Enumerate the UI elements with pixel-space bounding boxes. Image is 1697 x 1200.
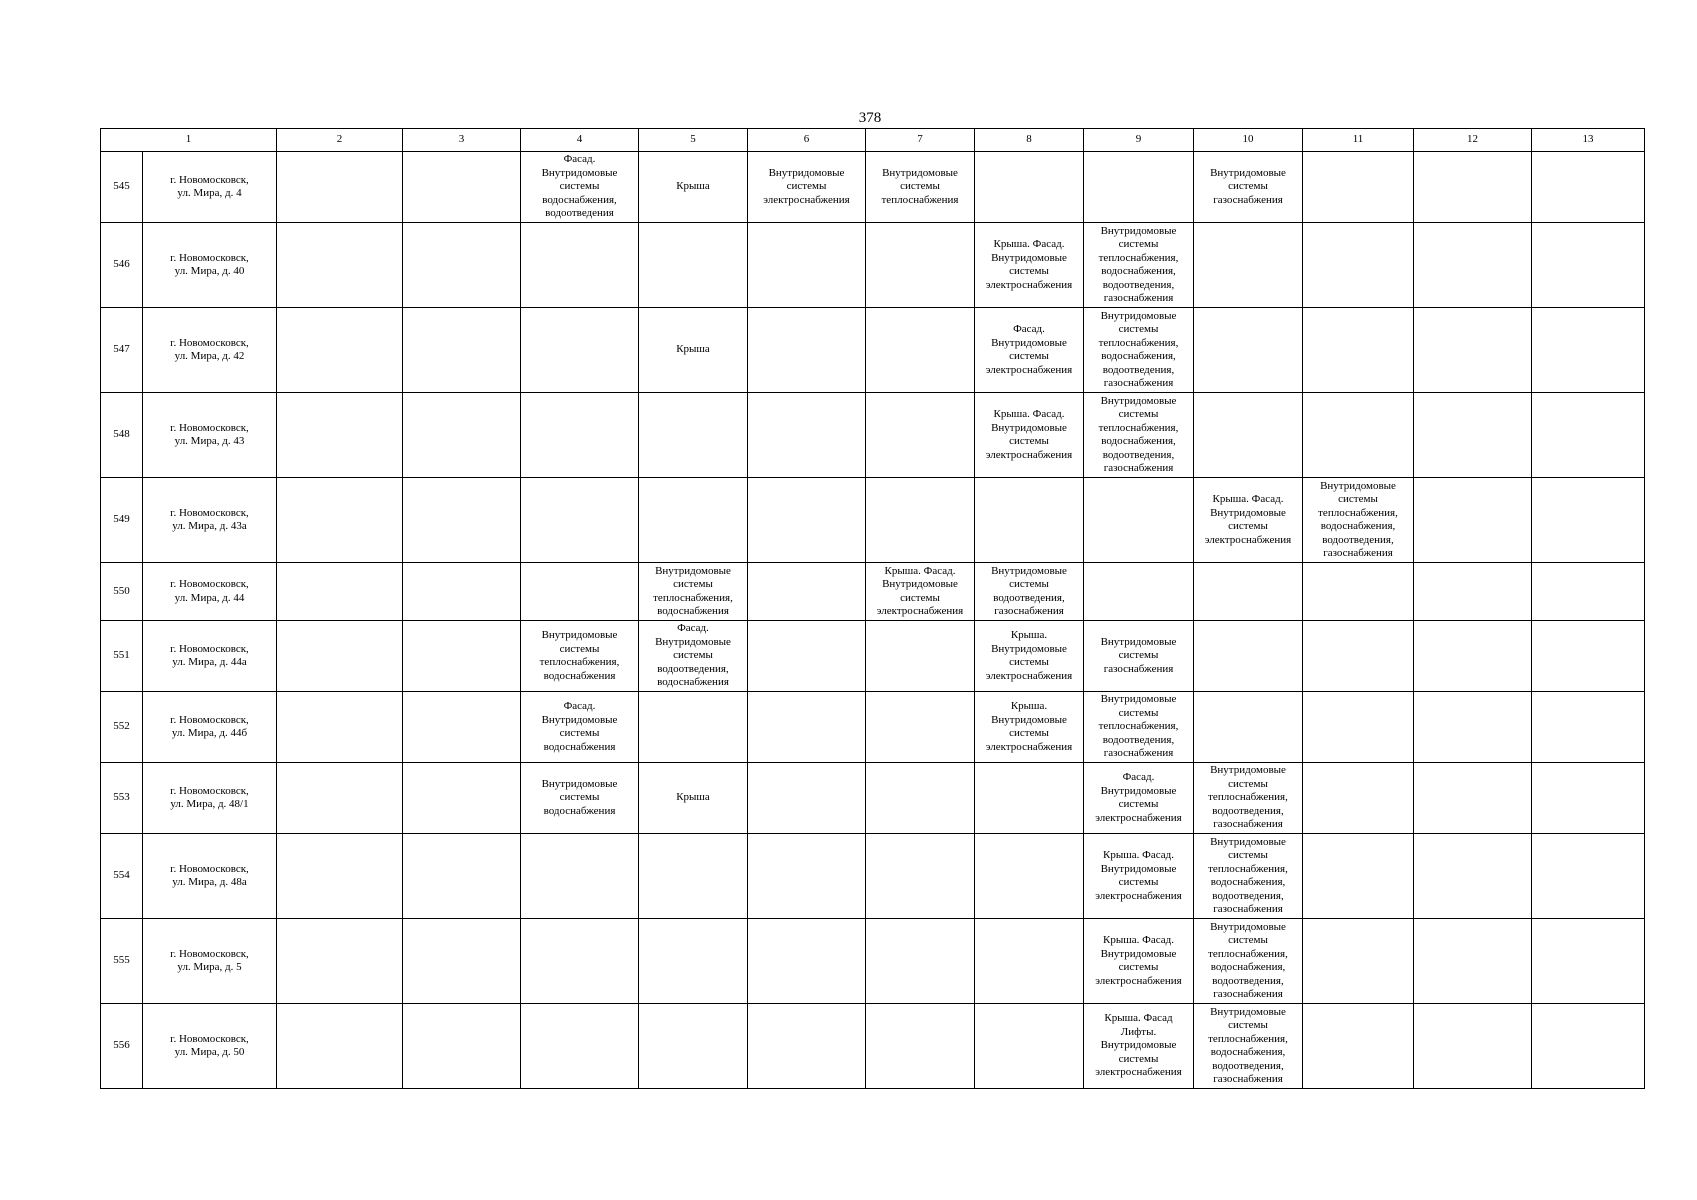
work-cell-col-10: [1194, 621, 1303, 692]
work-cell-col-11: [1303, 1004, 1414, 1089]
work-cell-col-12: [1414, 621, 1532, 692]
work-cell-col-3: [403, 919, 521, 1004]
work-cell-col-4: Внутридомовые системы теплоснабжения, водоснабжения: [521, 621, 639, 692]
work-cell-col-7: Внутридомовые системы теплоснабжения: [866, 152, 975, 223]
column-header: 1: [101, 129, 277, 152]
work-cell-col-6: [748, 223, 866, 308]
work-cell-col-5: [639, 223, 748, 308]
page-number: 378: [858, 110, 882, 126]
work-cell-col-10: [1194, 563, 1303, 621]
row-number: 553: [101, 763, 143, 834]
work-cell-col-10: [1194, 692, 1303, 763]
work-cell-col-13: [1532, 563, 1645, 621]
work-cell-col-2: [277, 478, 403, 563]
work-cell-col-12: [1414, 919, 1532, 1004]
work-cell-col-13: [1532, 834, 1645, 919]
work-cell-col-2: [277, 223, 403, 308]
table-row: [101, 621, 1645, 692]
work-cell-col-6: Внутридомовые системы электроснабжения: [748, 152, 866, 223]
row-number: 547: [101, 308, 143, 393]
work-cell-col-9: Внутридомовые системы газоснабжения: [1084, 621, 1194, 692]
work-cell-col-3: [403, 563, 521, 621]
column-header: 4: [521, 129, 639, 152]
address-cell: г. Новомосковск, ул. Мира, д. 4: [143, 152, 277, 223]
work-cell-col-3: [403, 621, 521, 692]
work-cell-col-6: [748, 834, 866, 919]
work-cell-col-13: [1532, 223, 1645, 308]
work-cell-col-8: [975, 478, 1084, 563]
address-cell: г. Новомосковск, ул. Мира, д. 40: [143, 223, 277, 308]
table-row: [101, 223, 1645, 308]
work-cell-col-3: [403, 223, 521, 308]
work-cell-col-12: [1414, 1004, 1532, 1089]
work-cell-col-12: [1414, 393, 1532, 478]
work-cell-col-9: Внутридомовые системы теплоснабжения, водоснабжения, водоотведения, газоснабжения: [1084, 393, 1194, 478]
work-cell-col-6: [748, 763, 866, 834]
work-cell-col-7: [866, 308, 975, 393]
work-cell-col-5: Крыша: [639, 308, 748, 393]
work-cell-col-3: [403, 692, 521, 763]
work-cell-col-10: [1194, 223, 1303, 308]
work-cell-col-8: [975, 919, 1084, 1004]
work-cell-col-13: [1532, 763, 1645, 834]
column-header: 10: [1194, 129, 1303, 152]
work-cell-col-9: [1084, 563, 1194, 621]
work-cell-col-5: Крыша: [639, 152, 748, 223]
work-cell-col-12: [1414, 834, 1532, 919]
work-cell-col-2: [277, 763, 403, 834]
row-number: 556: [101, 1004, 143, 1089]
work-cell-col-4: [521, 834, 639, 919]
column-header: 12: [1414, 129, 1532, 152]
work-cell-col-7: [866, 621, 975, 692]
address-cell: г. Новомосковск, ул. Мира, д. 48а: [143, 834, 277, 919]
table-row: [101, 393, 1645, 478]
work-cell-col-8: [975, 763, 1084, 834]
work-cell-col-4: [521, 308, 639, 393]
work-cell-col-6: [748, 393, 866, 478]
work-cell-col-7: [866, 692, 975, 763]
work-cell-col-12: [1414, 563, 1532, 621]
work-cell-col-5: [639, 393, 748, 478]
work-cell-col-5: [639, 1004, 748, 1089]
work-cell-col-9: Крыша. Фасад. Внутридомовые системы электроснабжения: [1084, 834, 1194, 919]
work-cell-col-11: [1303, 152, 1414, 223]
work-cell-col-7: [866, 478, 975, 563]
work-cell-col-6: [748, 1004, 866, 1089]
row-number: 552: [101, 692, 143, 763]
work-cell-col-2: [277, 393, 403, 478]
address-cell: г. Новомосковск, ул. Мира, д. 5: [143, 919, 277, 1004]
address-cell: г. Новомосковск, ул. Мира, д. 44: [143, 563, 277, 621]
table-row: [101, 763, 1645, 834]
work-cell-col-8: Фасад. Внутридомовые системы электроснабжения: [975, 308, 1084, 393]
work-cell-col-13: [1532, 308, 1645, 393]
work-cell-col-8: Внутридомовые системы водоотведения, газоснабжения: [975, 563, 1084, 621]
work-cell-col-6: [748, 919, 866, 1004]
work-cell-col-12: [1414, 308, 1532, 393]
work-cell-col-11: Внутридомовые системы теплоснабжения, водоснабжения, водоотведения, газоснабжения: [1303, 478, 1414, 563]
work-cell-col-8: Крыша. Внутридомовые системы электроснабжения: [975, 692, 1084, 763]
work-cell-col-6: [748, 621, 866, 692]
work-cell-col-10: [1194, 393, 1303, 478]
table-row: [101, 834, 1645, 919]
column-header: 7: [866, 129, 975, 152]
work-cell-col-13: [1532, 1004, 1645, 1089]
work-cell-col-11: [1303, 919, 1414, 1004]
work-cell-col-11: [1303, 223, 1414, 308]
row-number: 548: [101, 393, 143, 478]
work-cell-col-13: [1532, 152, 1645, 223]
work-cell-col-13: [1532, 919, 1645, 1004]
column-header: 8: [975, 129, 1084, 152]
work-cell-col-4: [521, 1004, 639, 1089]
work-cell-col-13: [1532, 478, 1645, 563]
work-cell-col-4: [521, 563, 639, 621]
work-cell-col-12: [1414, 692, 1532, 763]
column-header: 11: [1303, 129, 1414, 152]
work-cell-col-11: [1303, 834, 1414, 919]
work-cell-col-11: [1303, 621, 1414, 692]
work-cell-col-9: Крыша. Фасад Лифты. Внутридомовые системы электроснабжения: [1084, 1004, 1194, 1089]
work-cell-col-2: [277, 621, 403, 692]
address-cell: г. Новомосковск, ул. Мира, д. 43а: [143, 478, 277, 563]
column-number-header-row: [101, 129, 1645, 152]
work-cell-col-5: [639, 834, 748, 919]
work-cell-col-6: [748, 563, 866, 621]
row-number: 550: [101, 563, 143, 621]
address-cell: г. Новомосковск, ул. Мира, д. 44б: [143, 692, 277, 763]
work-cell-col-11: [1303, 692, 1414, 763]
column-header: 2: [277, 129, 403, 152]
work-cell-col-7: [866, 919, 975, 1004]
work-cell-col-12: [1414, 152, 1532, 223]
table-row: [101, 919, 1645, 1004]
work-cell-col-9: Фасад. Внутридомовые системы электроснабжения: [1084, 763, 1194, 834]
work-cell-col-8: [975, 834, 1084, 919]
work-cell-col-5: [639, 478, 748, 563]
work-cell-col-4: [521, 393, 639, 478]
work-cell-col-7: Крыша. Фасад. Внутридомовые системы электроснабжения: [866, 563, 975, 621]
work-cell-col-9: Крыша. Фасад. Внутридомовые системы электроснабжения: [1084, 919, 1194, 1004]
work-cell-col-6: [748, 692, 866, 763]
work-cell-col-13: [1532, 621, 1645, 692]
work-cell-col-2: [277, 692, 403, 763]
column-header: 13: [1532, 129, 1645, 152]
work-cell-col-4: Фасад. Внутридомовые системы водоснабжения, водоотведения: [521, 152, 639, 223]
work-cell-col-13: [1532, 393, 1645, 478]
work-cell-col-2: [277, 1004, 403, 1089]
work-cell-col-13: [1532, 692, 1645, 763]
address-cell: г. Новомосковск, ул. Мира, д. 44а: [143, 621, 277, 692]
row-number: 545: [101, 152, 143, 223]
work-cell-col-8: [975, 1004, 1084, 1089]
table-row: [101, 152, 1645, 223]
work-cell-col-9: Внутридомовые системы теплоснабжения, водоотведения, газоснабжения: [1084, 692, 1194, 763]
table-row: [101, 478, 1645, 563]
work-cell-col-2: [277, 152, 403, 223]
work-cell-col-11: [1303, 308, 1414, 393]
work-cell-col-9: Внутридомовые системы теплоснабжения, водоснабжения, водоотведения, газоснабжения: [1084, 308, 1194, 393]
work-cell-col-8: Крыша. Фасад. Внутридомовые системы электроснабжения: [975, 223, 1084, 308]
work-cell-col-9: [1084, 478, 1194, 563]
row-number: 551: [101, 621, 143, 692]
work-cell-col-5: [639, 919, 748, 1004]
address-cell: г. Новомосковск, ул. Мира, д. 42: [143, 308, 277, 393]
work-cell-col-7: [866, 393, 975, 478]
work-cell-col-3: [403, 308, 521, 393]
work-cell-col-5: Крыша: [639, 763, 748, 834]
row-number: 554: [101, 834, 143, 919]
work-cell-col-8: [975, 152, 1084, 223]
work-cell-col-10: Внутридомовые системы теплоснабжения, водоснабжения, водоотведения, газоснабжения: [1194, 919, 1303, 1004]
work-cell-col-5: Внутридомовые системы теплоснабжения, водоснабжения: [639, 563, 748, 621]
work-cell-col-4: Фасад. Внутридомовые системы водоснабжения: [521, 692, 639, 763]
repair-schedule-table: [100, 128, 1645, 1089]
table-row: [101, 1004, 1645, 1089]
row-number: 549: [101, 478, 143, 563]
work-cell-col-3: [403, 478, 521, 563]
work-cell-col-4: [521, 919, 639, 1004]
work-cell-col-2: [277, 308, 403, 393]
work-cell-col-6: [748, 478, 866, 563]
work-cell-col-7: [866, 763, 975, 834]
work-cell-col-3: [403, 834, 521, 919]
work-cell-col-10: Внутридомовые системы теплоснабжения, водоснабжения, водоотведения, газоснабжения: [1194, 1004, 1303, 1089]
address-cell: г. Новомосковск, ул. Мира, д. 43: [143, 393, 277, 478]
work-cell-col-5: [639, 692, 748, 763]
work-cell-col-10: Внутридомовые системы газоснабжения: [1194, 152, 1303, 223]
work-cell-col-5: Фасад. Внутридомовые системы водоотведения, водоснабжения: [639, 621, 748, 692]
work-cell-col-11: [1303, 763, 1414, 834]
column-header: 3: [403, 129, 521, 152]
work-cell-col-10: Внутридомовые системы теплоснабжения, водоснабжения, водоотведения, газоснабжения: [1194, 834, 1303, 919]
work-cell-col-2: [277, 834, 403, 919]
address-cell: г. Новомосковск, ул. Мира, д. 50: [143, 1004, 277, 1089]
work-cell-col-3: [403, 393, 521, 478]
work-cell-col-10: Крыша. Фасад. Внутридомовые системы электроснабжения: [1194, 478, 1303, 563]
work-cell-col-10: [1194, 308, 1303, 393]
work-cell-col-11: [1303, 393, 1414, 478]
work-cell-col-7: [866, 223, 975, 308]
work-cell-col-4: [521, 223, 639, 308]
work-cell-col-2: [277, 919, 403, 1004]
work-cell-col-11: [1303, 563, 1414, 621]
work-cell-col-12: [1414, 223, 1532, 308]
table-row: [101, 563, 1645, 621]
table-row: [101, 692, 1645, 763]
column-header: 9: [1084, 129, 1194, 152]
column-header: 5: [639, 129, 748, 152]
work-cell-col-3: [403, 763, 521, 834]
work-cell-col-12: [1414, 763, 1532, 834]
work-cell-col-7: [866, 1004, 975, 1089]
work-cell-col-12: [1414, 478, 1532, 563]
work-cell-col-6: [748, 308, 866, 393]
work-cell-col-9: [1084, 152, 1194, 223]
row-number: 555: [101, 919, 143, 1004]
work-cell-col-10: Внутридомовые системы теплоснабжения, водоотведения, газоснабжения: [1194, 763, 1303, 834]
work-cell-col-3: [403, 1004, 521, 1089]
work-cell-col-2: [277, 563, 403, 621]
work-cell-col-9: Внутридомовые системы теплоснабжения, водоснабжения, водоотведения, газоснабжения: [1084, 223, 1194, 308]
work-cell-col-8: Крыша. Внутридомовые системы электроснабжения: [975, 621, 1084, 692]
address-cell: г. Новомосковск, ул. Мира, д. 48/1: [143, 763, 277, 834]
work-cell-col-4: Внутридомовые системы водоснабжения: [521, 763, 639, 834]
work-cell-col-8: Крыша. Фасад. Внутридомовые системы электроснабжения: [975, 393, 1084, 478]
table-row: [101, 308, 1645, 393]
work-cell-col-4: [521, 478, 639, 563]
work-cell-col-7: [866, 834, 975, 919]
row-number: 546: [101, 223, 143, 308]
work-cell-col-3: [403, 152, 521, 223]
column-header: 6: [748, 129, 866, 152]
